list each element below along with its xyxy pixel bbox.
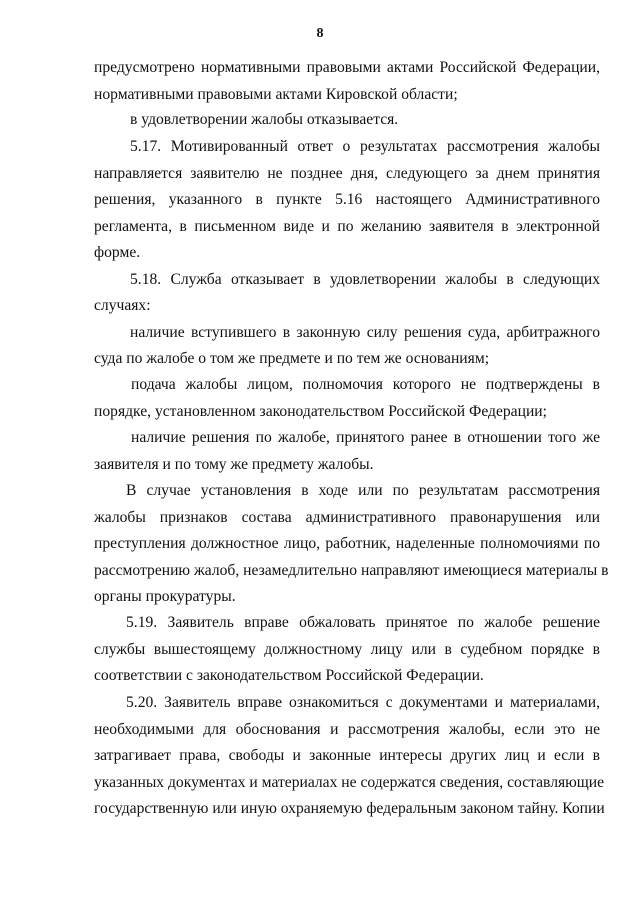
text-line: в удовлетворении жалобы отказывается. [130, 111, 399, 128]
text-line: регламента, в письменном виде и по желанию заявителя в электронной [94, 218, 600, 235]
text-line: 5.20. Заявитель вправе ознакомиться с документами и материалами, [126, 694, 600, 711]
text-line: преступления должностное лицо, работник, наделенные полномочиями по [94, 535, 600, 552]
page-number: 8 [316, 26, 324, 41]
text-line: В случае установления в ходе или по результатам рассмотрения [126, 482, 600, 499]
text-line: подача жалобы лицом, полномочия которого не подтверждены в [131, 376, 600, 393]
text-line: случаях: [94, 297, 151, 314]
text-line: суда по жалобе о том же предмете и по тем же основаниям; [94, 350, 490, 367]
text-line: предусмотрено нормативными правовыми актами Российской Федерации, [94, 59, 600, 76]
text-line: указанных документах и материалах не содержатся сведения, составляющие [94, 774, 605, 791]
text-line: 5.19. Заявитель вправе обжаловать принятое по жалобе решение [126, 614, 600, 631]
text-line: заявителя и по тому же предмету жалобы. [94, 456, 374, 473]
text-line: жалобы признаков состава административного правонарушения или [94, 509, 600, 526]
text-line: необходимыми для обоснования и рассмотрения жалобы, если это не [94, 721, 600, 738]
text-line: рассмотрению жалоб, незамедлительно направляют имеющиеся материалы в [94, 562, 609, 579]
text-line: порядке, установленном законодательством Российской Федерации; [94, 403, 547, 420]
text-line: форме. [94, 244, 141, 261]
text-line: решения, указанного в пункте 5.16 настоящего Административного [94, 191, 600, 208]
text-line: затрагивает права, свободы и законные интересы других лиц и если в [94, 747, 600, 764]
text-line: нормативными правовыми актами Кировской области; [94, 86, 458, 103]
text-line: 5.17. Мотивированный ответ о результатах рассмотрения жалобы [130, 138, 600, 155]
text-line: наличие вступившего в законную силу решения суда, арбитражного [130, 324, 600, 341]
text-line: службы вышестоящему должностному лицу или в судебном порядке в [94, 641, 600, 658]
text-line: наличие решения по жалобе, принятого ранее в отношении того же [131, 429, 600, 446]
text-line: направляется заявителю не позднее дня, следующего за днем принятия [94, 165, 600, 182]
text-line: государственную или иную охраняемую федеральным законом тайну. Копии [94, 800, 605, 817]
text-line: соответствии с законодательством Российской Федерации. [94, 667, 484, 684]
text-line: органы прокуратуры. [94, 588, 236, 605]
text-line: 5.18. Служба отказывает в удовлетворении жалобы в следующих [130, 271, 600, 288]
